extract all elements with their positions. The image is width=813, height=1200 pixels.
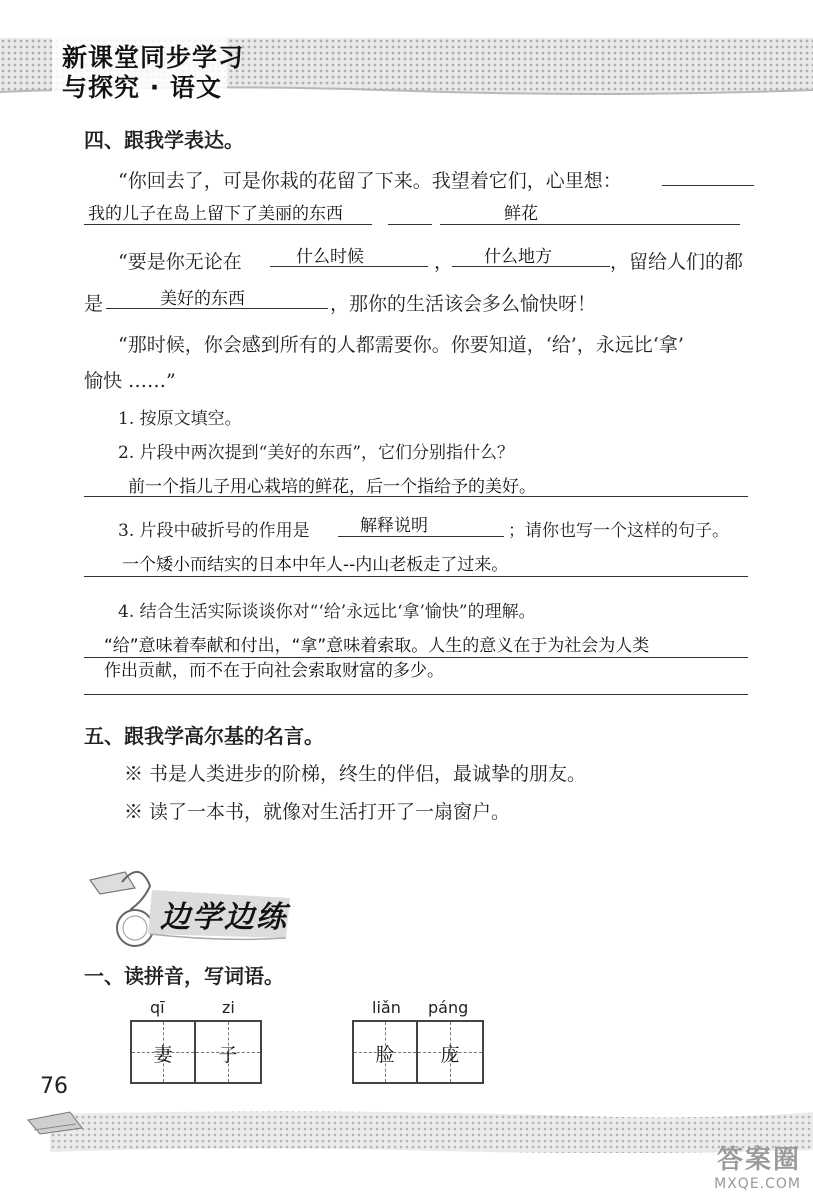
- brand-subtitle: 与探究 · 语文: [62, 73, 222, 102]
- answer-char: 妻: [153, 1044, 173, 1066]
- footer-band: [20, 1090, 813, 1200]
- answer-underline: [84, 694, 748, 695]
- question-1: 1. 按原文填空。: [118, 409, 242, 429]
- answer-underline: [84, 496, 748, 497]
- section-4-title: 四、跟我学表达。: [84, 128, 244, 152]
- answer-p1-a: 我的儿子在岛上留下了美丽的东西: [88, 204, 343, 224]
- answer-underline: [84, 576, 748, 577]
- answer-p3: 美好的东西: [160, 289, 245, 309]
- writing-grid-word-2: [352, 1020, 484, 1084]
- question-4: 4. 结合生活实际谈谈你对“‘给’永远比‘拿’愉快”的理解。: [118, 602, 536, 622]
- question-3-end: ；请你也写一个这样的句子。: [508, 521, 729, 541]
- question-3-start: 3. 片段中破折号的作用是: [118, 521, 310, 541]
- answer-p1-b: 鲜花: [504, 204, 538, 224]
- pinyin-pang: páng: [428, 998, 469, 1017]
- quote-2: ※ 读了一本书，就像对生活打开了一扇窗户。: [124, 801, 511, 823]
- answer-q4-line1: “给”意味着奉献和付出，“拿”意味着索取。人生的意义在于为社会为人类: [104, 636, 650, 656]
- blank-line: [662, 185, 754, 186]
- section-5-title: 五、跟我学高尔基的名言。: [84, 724, 324, 748]
- answer-underline: [270, 266, 428, 267]
- writing-grid-word-1: [130, 1020, 262, 1084]
- watermark-logo: 答案圈: [716, 1145, 801, 1175]
- answer-underline: [338, 536, 504, 537]
- comma: ，: [434, 251, 454, 273]
- paragraph-4: “那时候，你会感到所有的人都需要你。你要知道，‘给’，永远比‘拿’: [118, 334, 684, 356]
- answer-q4-line2: 作出贡献，而不在于向社会索取财富的多少。: [104, 661, 444, 681]
- answer-underline: [106, 308, 328, 309]
- practice-title: 一、读拼音，写词语。: [84, 964, 284, 988]
- paragraph-2-end: ，留给人们的都: [610, 251, 744, 273]
- answer-underline: [388, 224, 432, 225]
- pinyin-qi: qī: [150, 998, 165, 1017]
- watermark: [714, 1139, 801, 1192]
- answer-char: 脸: [375, 1044, 395, 1066]
- paragraph-1: “你回去了，可是你栽的花留了下来。我望着它们，心里想：: [118, 170, 622, 192]
- paragraph-5: 愉快 ……”: [84, 370, 176, 392]
- answer-q2: 前一个指儿子用心栽培的鲜花，后一个指给予的美好。: [128, 477, 536, 497]
- pinyin-zi: zi: [222, 998, 235, 1017]
- paragraph-2-start: “要是你无论在: [118, 251, 242, 273]
- practice-banner-title: 边学边练: [160, 900, 288, 935]
- answer-char: 庞: [440, 1044, 460, 1066]
- answer-char: 子: [218, 1044, 238, 1066]
- paragraph-3-end: ，那你的生活该会多么愉快呀！: [330, 293, 597, 315]
- answer-q3: 解释说明: [360, 516, 428, 536]
- answer-p2-a: 什么时候: [296, 247, 364, 267]
- brand-title: 新课堂同步学习: [62, 43, 245, 72]
- paragraph-3-start: 是: [84, 293, 104, 315]
- answer-underline: [84, 224, 372, 225]
- answer-q3-sentence: 一个矮小而结实的日本中年人--内山老板走了过来。: [122, 555, 509, 575]
- pinyin-lian: liǎn: [372, 998, 401, 1017]
- watermark-url: MXQE.COM: [714, 1176, 801, 1192]
- page-number: 76: [40, 1074, 68, 1099]
- quote-1: ※ 书是人类进步的阶梯，终生的伴侣，最诚挚的朋友。: [124, 763, 587, 785]
- answer-underline: [440, 224, 740, 225]
- answer-underline: [452, 266, 610, 267]
- answer-p2-b: 什么地方: [484, 247, 552, 267]
- question-2: 2. 片段中两次提到“美好的东西”，它们分别指什么？: [118, 443, 515, 463]
